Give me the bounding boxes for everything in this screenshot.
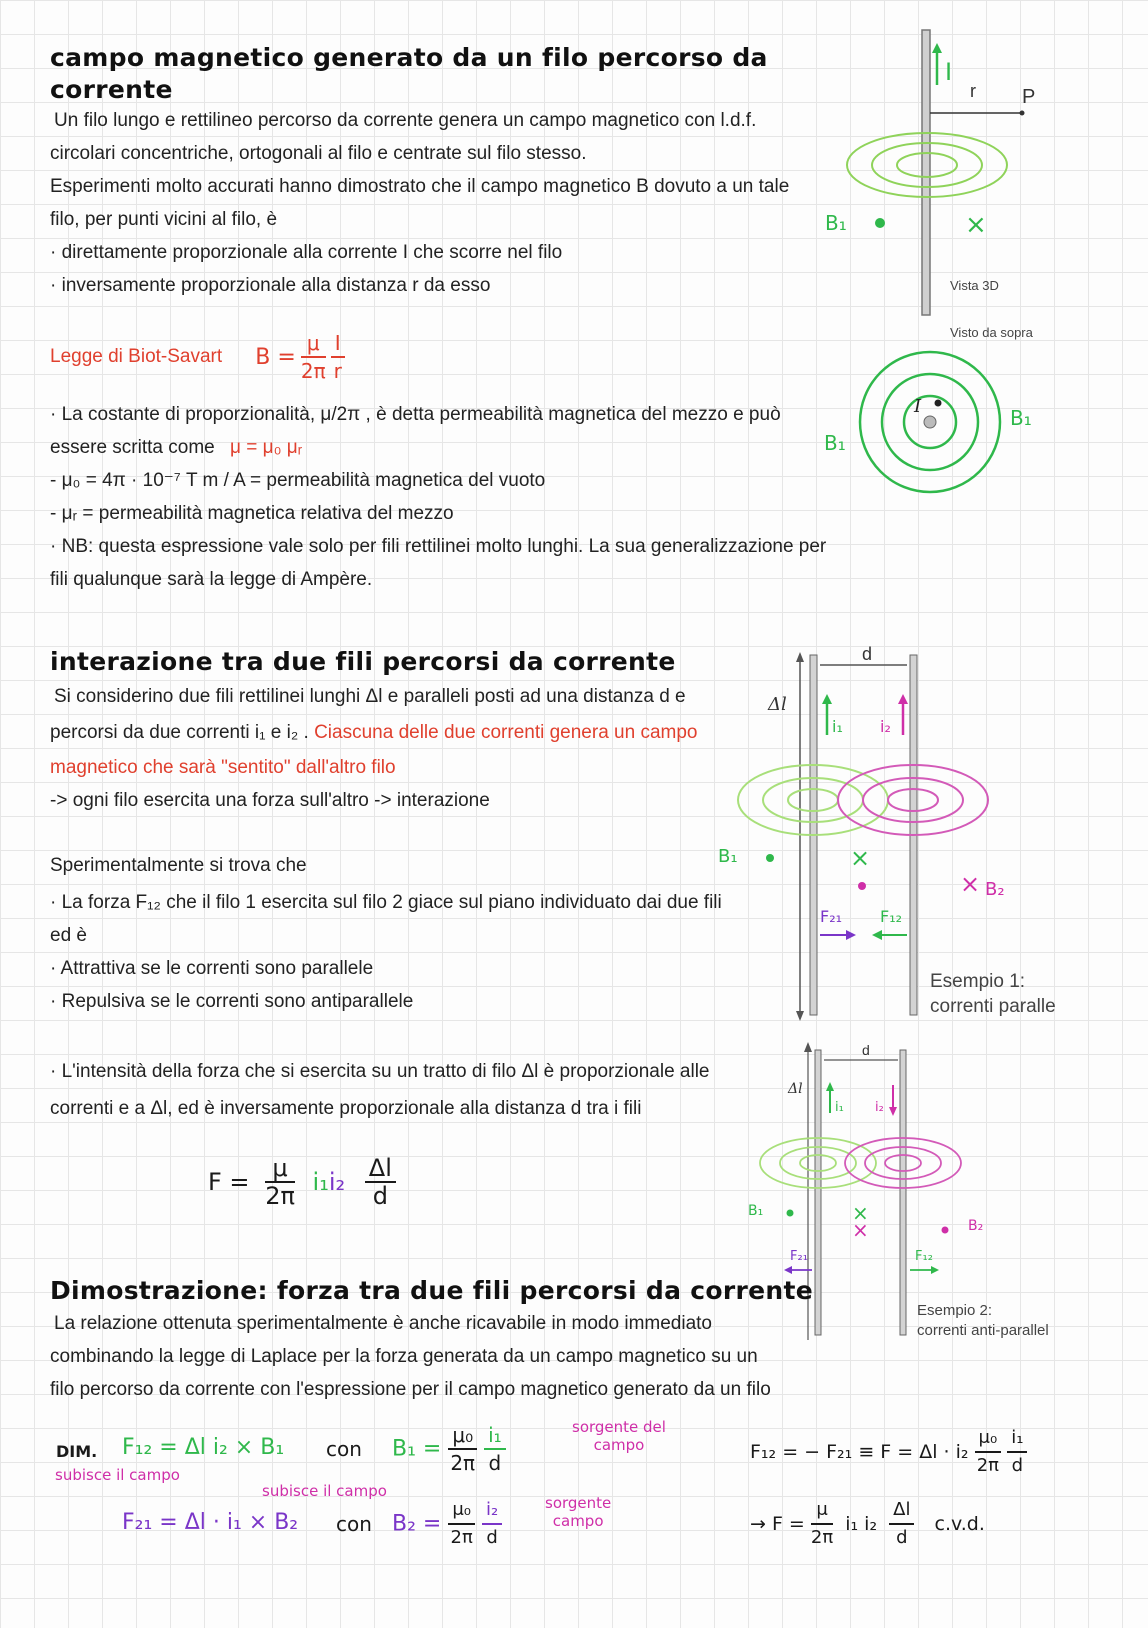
ff-frac-mu <box>265 1155 295 1209</box>
s1-bullet-1: · direttamente proporzionale alla corrente I che scorre nel filo <box>50 242 563 263</box>
result-frac-i1 <box>1007 1425 1027 1479</box>
result-mu: μ <box>811 1497 833 1525</box>
s3-paragraph-3: filo percorso da corrente con l'espressione per il campo magnetico generato da un filo <box>50 1379 771 1400</box>
label-F21: F₂₁ <box>820 907 843 926</box>
label-d: d <box>862 1042 870 1058</box>
section1-title-line2: corrente <box>50 75 173 104</box>
biot-savart-law <box>50 330 345 384</box>
s1-mur: - μᵣ = permeabilità magnetica relativa del mezzo <box>50 503 454 524</box>
figure-single-wire <box>810 25 1110 495</box>
label-I-3d: I <box>945 58 953 86</box>
wire-1 <box>815 1050 821 1335</box>
s1-nb-2: fili qualunque sarà la legge di Ampère. <box>50 569 373 590</box>
result-2-text: → F = <box>750 1513 805 1535</box>
s3-paragraph-1: La relazione ottenuta sperimentalmente è anche ricavabile in modo immediato <box>54 1313 712 1334</box>
dim-B1: B₁ = <box>392 1436 442 1462</box>
dot-out-icon <box>875 218 885 228</box>
dim-note-sorgente-2 <box>545 1494 611 1530</box>
result-1-text: F₁₂ = − F₂₁ ≡ F = Δl · i₂ <box>750 1441 969 1463</box>
result-d: d <box>1011 1455 1024 1476</box>
label-I-top: I <box>914 396 922 417</box>
label-B2: B₂ <box>968 1218 984 1234</box>
label-i2: i₂ <box>880 717 891 736</box>
dim-i1: i₁ <box>484 1422 506 1450</box>
section1-title-line1: campo magnetico generato da un filo percorso da <box>50 43 768 72</box>
s1-const-2-formula: μ = μ₀ μᵣ <box>230 437 303 458</box>
label-dl: Δl <box>768 694 787 715</box>
s2-paragraph-3: magnetico che sarà "sentito" dall'altro filo <box>50 757 396 778</box>
ff-F: F = <box>208 1168 250 1196</box>
law-2pi: 2π <box>300 359 326 383</box>
law-B: B = <box>255 344 296 370</box>
dim-note-subisce-2: subisce il campo <box>262 1482 387 1500</box>
result-line-1 <box>750 1425 1027 1479</box>
label-d: d <box>862 644 873 664</box>
law-label: Legge di Biot-Savart <box>50 346 223 367</box>
ff-2pi: 2π <box>265 1182 295 1210</box>
result-cvd: c.v.d. <box>934 1513 985 1535</box>
result-mu0: μ₀ <box>975 1425 1002 1453</box>
s2-paragraph-8: · Attrattiva se le correnti sono parallele <box>50 958 374 979</box>
s1-const-2 <box>50 431 302 465</box>
law-mu: μ <box>301 330 326 358</box>
dim-2pi-2: 2π <box>450 1527 473 1548</box>
dim-note-subisce-1: subisce il campo <box>55 1466 180 1484</box>
s2-paragraph-4: -> ogni filo esercita una forza sull'altro -> interazione <box>50 790 490 811</box>
dim-frac-mu0 <box>448 1422 477 1476</box>
label-F21: F₂₁ <box>790 1249 808 1264</box>
label-i2: i₂ <box>875 1100 884 1115</box>
dim-eq1: F₁₂ = Δl i₂ × B₁ <box>122 1435 285 1460</box>
law-frac-I <box>331 330 345 384</box>
label-visto-sopra: Visto da sopra <box>950 325 1033 340</box>
svg-text:×: × <box>852 1218 869 1242</box>
label-example1-a: Esempio 1: <box>930 971 1026 992</box>
result-frac-mu0 <box>975 1425 1002 1479</box>
label-vista-3d: Vista 3D <box>950 278 999 293</box>
dim-eq2: F₂₁ = Δl · i₁ × B₂ <box>122 1510 299 1535</box>
s1-paragraph-2: circolari concentriche, ortogonali al filo e centrate sul filo stesso. <box>50 143 587 164</box>
label-F12: F₁₂ <box>880 907 903 926</box>
label-B1-left: B₁ <box>824 431 846 455</box>
dim-con-2: con <box>336 1512 372 1536</box>
dim-frac-mu0-2 <box>448 1497 475 1551</box>
label-P: P <box>1022 86 1036 108</box>
dim-B2: B₂ = <box>392 1511 442 1537</box>
s1-nb-1: · NB: questa espressione vale solo per fili rettilinei molto lunghi. La sua generalizzazione per <box>50 536 827 557</box>
dim-note-sorgente-2a: sorgente <box>545 1494 612 1512</box>
wire-3d <box>922 30 930 315</box>
section3-title: Dimostrazione: forza tra due fili percorsi da corrente <box>50 1276 813 1305</box>
s2-paragraph-6: · La forza F₁₂ che il filo 1 esercita sul filo 2 giace sul piano individuato dai due fili <box>50 892 722 913</box>
s2-paragraph-5: Sperimentalmente si trova che <box>50 855 307 876</box>
figure-parallel-currents <box>710 640 1110 1025</box>
dim-note-sorgente-2b: campo <box>552 1512 604 1530</box>
ff-dl: Δl <box>365 1155 396 1183</box>
s1-paragraph-1: Un filo lungo e rettilineo percorso da corrente genera un campo magnetico con l.d.f. <box>54 110 757 131</box>
result-i1i2: i₁ i₂ <box>845 1513 878 1535</box>
ff-i2: i₂ <box>328 1168 346 1196</box>
s1-bullet-2: · inversamente proporzionale alla distanza r da esso <box>50 275 491 296</box>
force-formula <box>208 1155 396 1209</box>
dim-frac-i2 <box>482 1497 502 1551</box>
s2-paragraph-2b: Ciascuna delle due correnti genera un campo <box>314 722 698 743</box>
s1-const-1: · La costante di proporzionalità, μ/2π , è detta permeabilità magnetica del mezzo e può <box>50 404 781 425</box>
s1-const-2-text: essere scritta come <box>50 437 215 458</box>
result-dl: Δl <box>889 1497 914 1525</box>
dim-2pi: 2π <box>450 1451 476 1475</box>
section1-title <box>50 42 768 106</box>
label-B1-3d: B₁ <box>825 211 847 235</box>
s2-paragraph-2a: percorsi da due correnti i₁ e i₂ . <box>50 722 309 743</box>
label-i1: i₁ <box>835 1100 844 1115</box>
s1-paragraph-3: Esperimenti molto accurati hanno dimostrato che il campo magnetico B dovuto a un tale <box>50 176 790 197</box>
s1-mu0: - μ₀ = 4π · 10⁻⁷ T m / A = permeabilità magnetica del vuoto <box>50 470 546 491</box>
dim-eq1b <box>392 1422 506 1476</box>
dim-note-sorgente-1a: sorgente del <box>572 1418 666 1436</box>
dim-mu0: μ₀ <box>448 1422 477 1450</box>
s1-paragraph-4: filo, per punti vicini al filo, è <box>50 209 278 230</box>
label-B1: B₁ <box>748 1203 764 1219</box>
ff-i1: i₁ <box>312 1168 329 1196</box>
s2-paragraph-2 <box>50 716 697 750</box>
ff-d: d <box>372 1182 388 1210</box>
label-example2-b: correnti anti-parallel <box>917 1322 1049 1339</box>
s2-paragraph-9: · Repulsiva se le correnti sono antiparallele <box>50 991 414 1012</box>
result-d-2: d <box>896 1527 908 1548</box>
label-r: r <box>970 81 976 101</box>
label-dl: Δl <box>788 1081 803 1097</box>
dim-note-sorgente-1 <box>572 1418 666 1454</box>
dim-frac-i1 <box>484 1422 506 1476</box>
dim-label: DIM. <box>56 1442 98 1461</box>
result-i1: i₁ <box>1007 1425 1027 1453</box>
label-i1: i₁ <box>832 717 843 736</box>
svg-text:×: × <box>850 844 871 872</box>
s2-paragraph-11: correnti e a Δl, ed è inversamente proporzionale alla distanza d tra i fili <box>50 1098 642 1119</box>
law-r: r <box>333 359 342 383</box>
section2-title: interazione tra due fili percorsi da corrente <box>50 647 676 676</box>
law-I: I <box>331 330 345 358</box>
result-frac-dl <box>889 1497 914 1551</box>
result-2pi-2: 2π <box>810 1527 834 1548</box>
dim-eq2b <box>392 1497 502 1551</box>
svg-text:×: × <box>852 1201 869 1225</box>
ff-mu: μ <box>265 1155 295 1183</box>
label-example1-b: correnti paralle <box>930 996 1056 1017</box>
label-F12: F₁₂ <box>915 1249 933 1264</box>
s2-paragraph-10: · L'intensità della forza che si esercita su un tratto di filo Δl è proporzionale alle <box>50 1061 710 1082</box>
dim-d: d <box>488 1451 502 1475</box>
dim-note-sorgente-1b: campo <box>593 1436 645 1454</box>
cross-in-icon: × <box>965 210 987 240</box>
dim-mu0-2: μ₀ <box>448 1497 475 1525</box>
label-B2: B₂ <box>985 879 1005 900</box>
svg-text:×: × <box>960 870 981 898</box>
label-example2-a: Esempio 2: <box>917 1302 993 1319</box>
dim-i2: i₂ <box>482 1497 502 1525</box>
ff-frac-dl <box>365 1155 396 1209</box>
law-frac-mu <box>301 330 326 384</box>
label-B1: B₁ <box>718 846 738 867</box>
label-B1-right: B₁ <box>1010 406 1032 430</box>
result-frac-mu <box>811 1497 833 1551</box>
result-line-2 <box>750 1497 985 1551</box>
dim-d-2: d <box>486 1527 498 1548</box>
wire-top-icon <box>924 416 936 428</box>
dim-con-1: con <box>326 1437 362 1461</box>
s2-paragraph-1: Si considerino due fili rettilinei lunghi Δl e paralleli posti ad una distanza d e <box>54 686 686 707</box>
s2-paragraph-7: ed è <box>50 925 87 946</box>
wire-2 <box>900 1050 906 1335</box>
result-2pi: 2π <box>976 1455 1000 1476</box>
s3-paragraph-2: combinando la legge di Laplace per la forza generata da un campo magnetico su un <box>50 1346 758 1367</box>
